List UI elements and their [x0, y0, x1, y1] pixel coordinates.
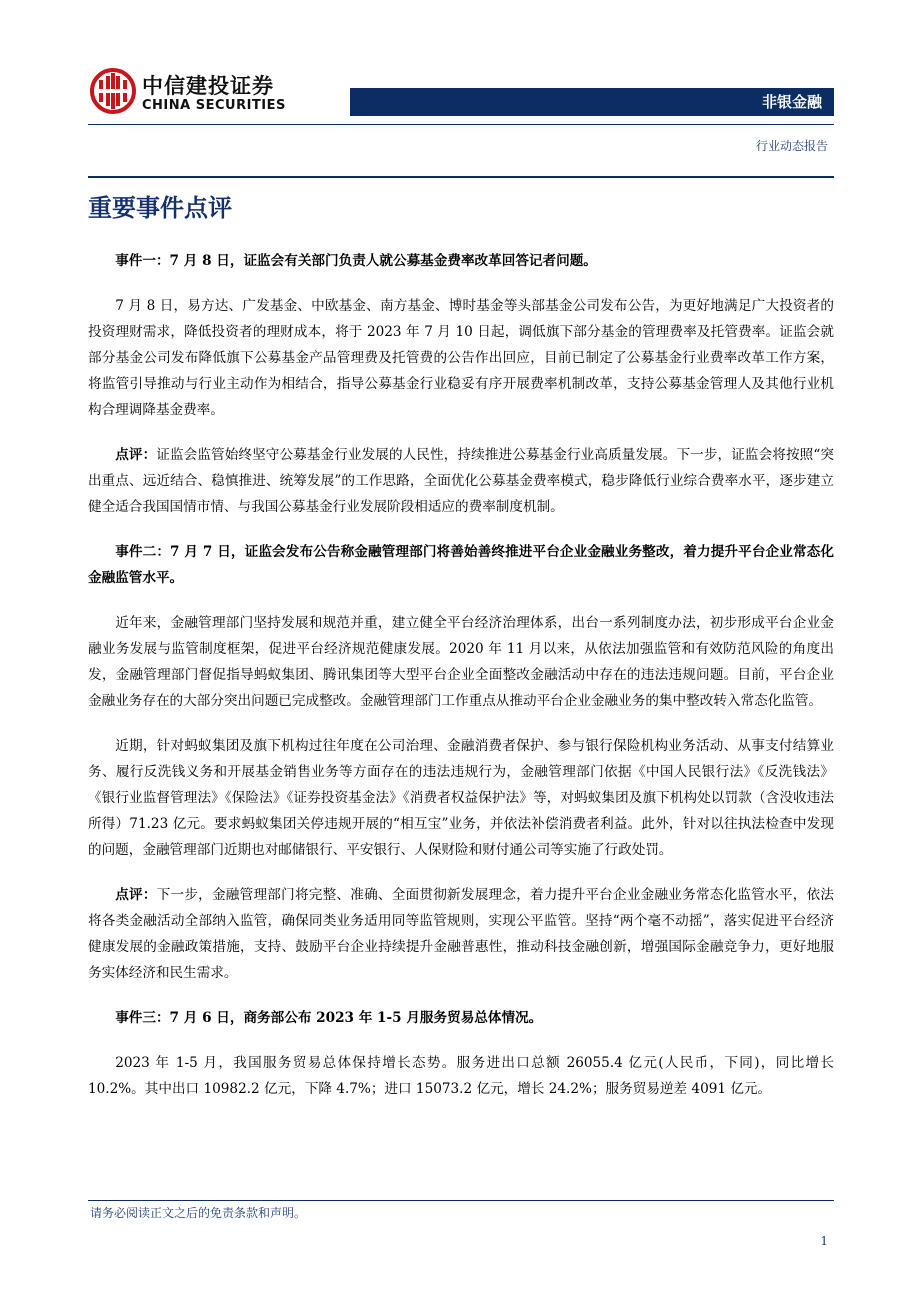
china-securities-logo-icon [90, 68, 136, 114]
comment-paragraph [88, 882, 834, 986]
page-number: 1 [820, 1234, 828, 1248]
event-heading: 事件一：7 月 8 日，证监会有关部门负责人就公募基金费率改革回答记者问题。 [115, 253, 597, 269]
body-paragraph: 近年来，金融管理部门坚持发展和规范并重，建立健全平台经济治理体系，出台一系列制度办法，初步形成平台企业金融业务发展与监管制度框架，促进平台经济规范健康发展。2020 年 11 月以来，从依法加强监管和有效防范风险的角度出发，金融管理部门督促指导蚂蚁集团、腾讯集团等大型平台企业全面整改金融活动中存在的违法违规问题。目前，平台企业金融业务存在的大部分突出问题已完成整改。金融管理部门工作重点从推动平台企业金融业务的集中整改转入常态化监管。 [88, 615, 834, 709]
comment-text: 证监会监管始终坚守公募基金行业发展的人民性，持续推进公募基金行业高质量发展。下一步，证监会将按照“突出重点、远近结合、稳慎推进、统筹发展”的工作思路，全面优化公募基金费率模式，稳步降低行业综合费率水平，逐步建立健全适合我国国情市情、与我国公募基金行业发展阶段相适应的费率制度机制。 [88, 447, 835, 515]
disclaimer-note: 请务必阅读正文之后的免责条款和声明。 [90, 1206, 307, 1220]
page-header [0, 0, 920, 222]
industry-section-bar: 非银金融 [350, 88, 834, 116]
logo-chinese-name: 中信建投证券 [142, 74, 274, 98]
body-paragraph: 2023 年 1-5 月，我国服务贸易总体保持增长态势。服务进出口总额 26055.4 亿元(人民币，下同)，同比增长 10.2%。其中出口 10982.2 亿元，下降 4.7%；进口 15073.2 亿元，增长 24.2%；服务贸易逆差 4091 亿元。 [88, 1055, 834, 1097]
comment-paragraph [88, 442, 834, 520]
footer-divider [88, 1200, 834, 1201]
comment-text: 下一步，金融管理部门将完整、准确、全面贯彻新发展理念，着力提升平台企业金融业务常态化监管水平，依法将各类金融活动全部纳入监管，确保同类业务适用同等监管规则，实现公平监管。坚持“两个毫不动摇”，落实促进平台经济健康发展的金融政策措施，支持、鼓励平台企业持续提升金融普惠性，推动科技金融创新，增强国际金融竞争力，更好地服务实体经济和民生需求。 [88, 887, 834, 981]
company-logo [90, 68, 290, 120]
body-paragraph: 近期，针对蚂蚁集团及旗下机构过往年度在公司治理、金融消费者保护、参与银行保险机构业务活动、从事支付结算业务、履行反洗钱义务和开展基金销售业务等方面存在的违法违规行为，金融管理部门依据《中国人民银行法》《反洗钱法》《银行业监督管理法》《保险法》《证券投资基金法》《消费者权益保护法》等，对蚂蚁集团及旗下机构处以罚款（含没收违法所得）71.23 亿元。要求蚂蚁集团关停违规开展的“相互宝”业务，并依法补偿消费者利益。此外，针对以往执法检查中发现的问题，金融管理部门近期也对邮储银行、平安银行、人保财险和财付通公司等实施了行政处罚。 [88, 738, 834, 858]
report-type-label: 行业动态报告 [755, 139, 828, 153]
logo-english-name: CHINA SECURITIES [142, 98, 286, 113]
comment-lead: 点评： [115, 887, 157, 903]
header-bottom-rule [88, 176, 834, 178]
section-title: 重要事件点评 [88, 194, 232, 222]
article-body [88, 248, 834, 1121]
event-heading: 事件二：7 月 7 日，证监会发布公告称金融管理部门将善始善终推进平台企业金融业务整改，着力提升平台企业常态化金融监管水平。 [88, 544, 834, 586]
event-heading: 事件三：7 月 6 日，商务部公布 2023 年 1-5 月服务贸易总体情况。 [115, 1010, 543, 1026]
body-paragraph: 7 月 8 日，易方达、广发基金、中欧基金、南方基金、博时基金等头部基金公司发布公告，为更好地满足广大投资者的投资理财需求，降低投资者的理财成本，将于 2023 年 7 月 10 日起，调低旗下部分基金的管理费率及托管费率。证监会就部分基金公司发布降低旗下公募基金产品管理费及托管费的公告作出回应，目前已制定了公募基金行业费率改革工作方案，将监管引导推动与行业主动作为相结合，指导公募基金行业稳妥有序开展费率机制改革，支持公募基金管理人及其他行业机构合理调降基金费率。 [88, 298, 834, 418]
header-divider [88, 124, 834, 125]
comment-lead: 点评： [115, 447, 157, 463]
